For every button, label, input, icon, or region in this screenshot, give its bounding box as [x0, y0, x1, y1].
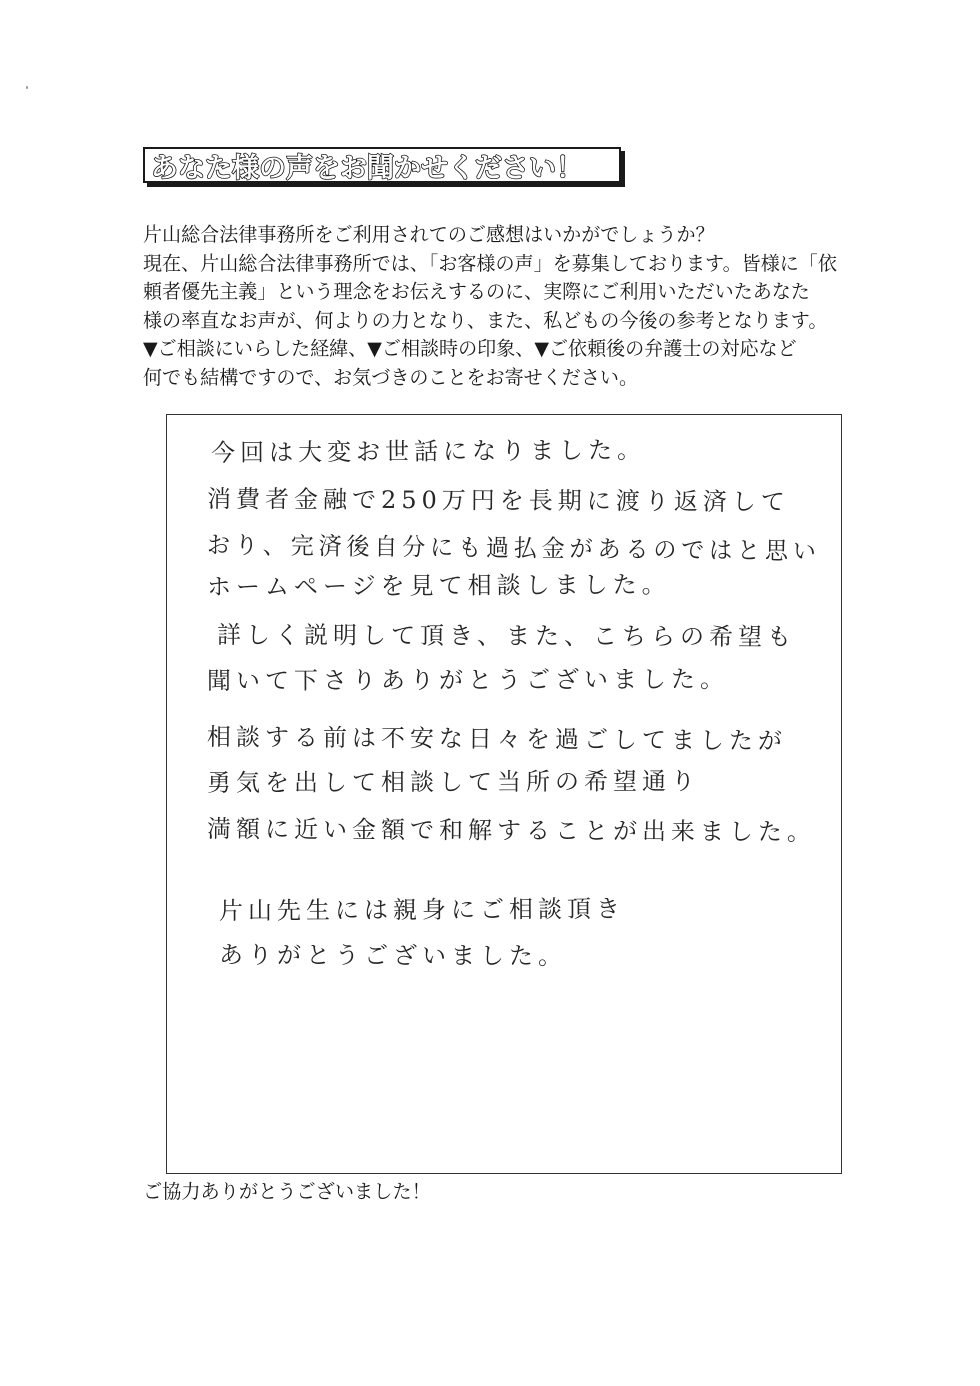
intro-line: 頼者優先主義」という理念をお伝えするのに、実際にご利用いただいたあなた [143, 280, 810, 303]
handwritten-comment-box [166, 414, 842, 1174]
intro-line: 何でも結構ですので、お気づきのことをお寄せください。 [143, 365, 639, 389]
handwritten-line: 相談する前は不安な日々を過ごしてましたが [206, 723, 788, 756]
scan-speck [26, 86, 28, 89]
intro-line: 様の率直なお声が、何よりの力となり、また、私どもの今後の参考となります。 [143, 308, 828, 332]
thanks-text: ご協力ありがとうございました！ [143, 1180, 431, 1203]
form-title-box [143, 147, 621, 183]
handwritten-line: ありがとうございました。 [218, 941, 568, 971]
handwritten-line: 聞いて下さりありがとうございました。 [206, 665, 730, 695]
intro-line: 片山総合法律事務所をご利用されてのご感想はいかがでしょうか？ [143, 223, 715, 246]
intro-text [143, 221, 853, 392]
handwritten-line: おり、完済後自分にも過払金があるのではと思い [206, 531, 821, 566]
form-title: あなた様の声をお聞かせください！ [151, 152, 583, 184]
handwritten-line: 今回は大変お世話になりました。 [210, 435, 647, 467]
handwritten-line: 勇気を出して相談して当所の希望通り [206, 767, 701, 797]
intro-line: ▼ご相談にいらした経緯、▼ご相談時の印象、▼ご依頼後の弁護士の対応など [143, 337, 797, 360]
handwritten-line: ホームページを見て相談しました。 [206, 570, 671, 601]
handwritten-line: 消費者金融で250万円を長期に渡り返済して [206, 485, 790, 517]
intro-line: 現在、片山総合法律事務所では、「お客様の声」を募集しております。皆様に「依 [143, 251, 837, 275]
handwritten-line: 詳しく説明して頂き、また、こちらの希望も [216, 621, 797, 652]
handwritten-line: 満額に近い金額で和解することが出来ました。 [206, 815, 817, 847]
handwritten-line: 片山先生には親身にご相談頂き [218, 894, 626, 925]
